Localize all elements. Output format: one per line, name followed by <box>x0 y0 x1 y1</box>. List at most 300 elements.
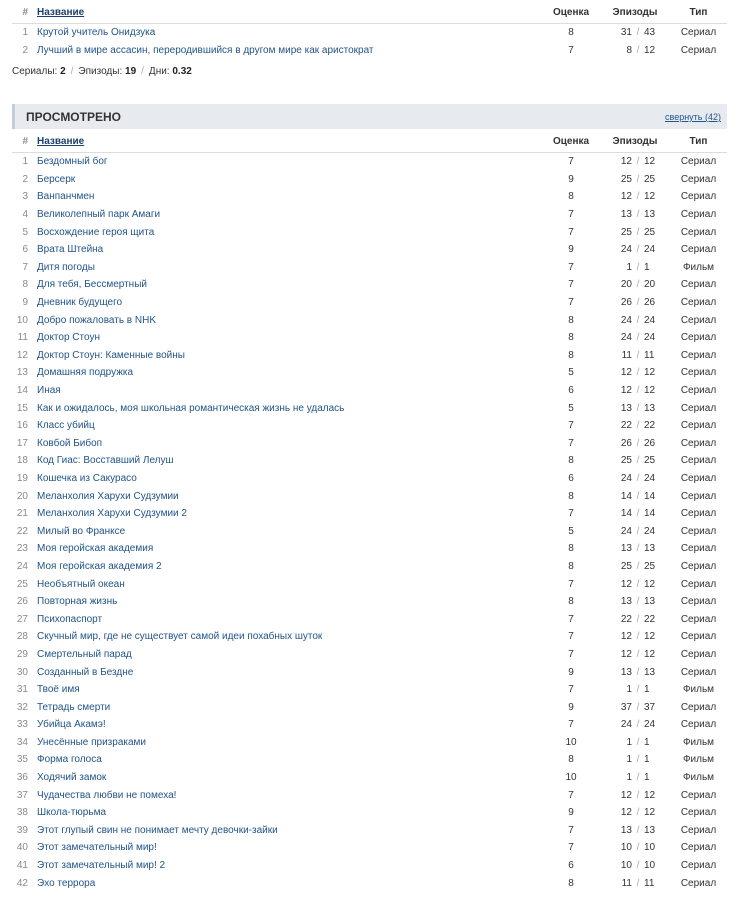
episodes-progress <box>600 279 670 290</box>
score-value: 8 <box>568 560 574 572</box>
episodes-progress <box>600 561 670 572</box>
column-type: Тип <box>689 7 708 18</box>
table-row <box>12 206 727 224</box>
episodes-total: 1 <box>644 754 650 766</box>
score-value: 6 <box>568 860 574 872</box>
episodes-separator: / <box>636 648 640 660</box>
score-value: 6 <box>568 472 574 484</box>
anime-title-link[interactable]: Школа-тюрьма <box>37 807 107 819</box>
type-value: Сериал <box>680 209 717 221</box>
episodes-watched: 14 <box>620 490 632 502</box>
column-episodes: Эпизоды <box>612 136 658 147</box>
anime-title-link[interactable]: Эхо террора <box>37 877 96 889</box>
anime-title-link[interactable]: Дитя погоды <box>37 261 95 273</box>
episodes-watched: 13 <box>620 402 632 414</box>
anime-title-link[interactable]: Унесённые призраками <box>37 736 147 748</box>
row-number: 1 <box>22 156 28 168</box>
episodes-total: 13 <box>644 209 656 221</box>
episodes-watched: 12 <box>620 367 632 379</box>
episodes-separator: / <box>636 860 640 872</box>
type-value: Фильм <box>682 754 715 766</box>
episodes-watched: 1 <box>626 736 632 748</box>
episodes-progress <box>600 385 670 396</box>
episodes-progress <box>600 227 670 238</box>
anime-title-link[interactable]: Ковбой Бибоп <box>37 437 103 449</box>
row-number: 6 <box>22 244 28 256</box>
episodes-progress <box>600 403 670 414</box>
episodes-progress <box>600 438 670 449</box>
table-row <box>12 734 727 752</box>
row-number: 18 <box>16 455 28 467</box>
anime-title-link[interactable]: Ванпанчмен <box>37 191 95 203</box>
episodes-progress <box>600 262 670 273</box>
episodes-watched: 24 <box>620 472 632 484</box>
table-row <box>12 311 727 329</box>
row-number: 39 <box>16 824 28 836</box>
episodes-watched: 1 <box>626 261 632 273</box>
episodes-progress <box>600 790 670 801</box>
episodes-separator: / <box>636 156 640 168</box>
episodes-watched: 12 <box>620 156 632 168</box>
anime-title-link[interactable]: Ходячий замок <box>37 772 107 784</box>
score-value: 8 <box>568 332 574 344</box>
table-row <box>12 223 727 241</box>
episodes-separator: / <box>636 385 640 397</box>
episodes-separator: / <box>636 560 640 572</box>
anime-title-link[interactable]: Иная <box>37 385 61 397</box>
type-value: Сериал <box>680 789 717 801</box>
episodes-total: 43 <box>644 27 656 39</box>
table-row <box>12 276 727 294</box>
row-number: 32 <box>16 701 28 713</box>
anime-title-link[interactable]: Восхождение героя щита <box>37 226 155 238</box>
episodes-progress <box>600 579 670 590</box>
episodes-progress <box>600 614 670 625</box>
episodes-progress <box>600 860 670 871</box>
episodes-watched: 12 <box>620 578 632 590</box>
score-value: 8 <box>568 543 574 555</box>
table-row <box>12 487 727 505</box>
type-value: Сериал <box>680 297 717 309</box>
score-value: 7 <box>568 719 574 731</box>
table-row <box>12 822 727 840</box>
anime-title-link[interactable]: Повторная жизнь <box>37 596 118 608</box>
anime-title-link[interactable]: Твоё имя <box>37 684 80 696</box>
episodes-separator: / <box>636 191 640 203</box>
episodes-watched: 22 <box>620 420 632 432</box>
episodes-watched: 10 <box>620 842 632 854</box>
anime-title-link[interactable]: Этот глупый свин не понимает мечту девочки-зайки <box>37 824 278 836</box>
episodes-progress <box>600 244 670 255</box>
days-label: Дни: <box>148 66 170 77</box>
episodes-total: 12 <box>644 807 656 819</box>
episodes-total: 25 <box>644 173 656 185</box>
anime-title-link[interactable]: Скучный мир, где не существует самой идеи похабных шуток <box>37 631 323 643</box>
episodes-watched: 13 <box>620 596 632 608</box>
episodes-watched: 1 <box>626 754 632 766</box>
table-row <box>12 575 727 593</box>
table-row <box>12 786 727 804</box>
type-value: Сериал <box>680 508 717 520</box>
anime-title-link[interactable]: Кошечка из Сакурасо <box>37 472 137 484</box>
episodes-watched: 26 <box>620 437 632 449</box>
episodes-progress <box>600 772 670 783</box>
anime-title-link[interactable]: Меланхолия Харухи Судзумии <box>37 490 179 502</box>
watching-table <box>12 2 727 59</box>
table-row <box>12 716 727 734</box>
row-number: 25 <box>16 578 28 590</box>
episodes-watched: 12 <box>620 631 632 643</box>
episodes-progress <box>600 491 670 502</box>
type-value: Сериал <box>680 226 717 238</box>
anime-title-link[interactable]: Как и ожидалось, моя школьная романтическая жизнь не удалась <box>37 402 345 414</box>
episodes-separator: / <box>636 684 640 696</box>
table-row <box>12 610 727 628</box>
type-value: Сериал <box>680 560 717 572</box>
row-number: 26 <box>16 596 28 608</box>
type-value: Сериал <box>680 807 717 819</box>
episodes-total: 22 <box>644 613 656 625</box>
episodes-separator: / <box>636 842 640 854</box>
anime-title-link[interactable]: Милый во Франксе <box>37 525 126 537</box>
episodes-separator: / <box>636 332 640 344</box>
row-number: 24 <box>16 560 28 572</box>
score-value: 7 <box>568 261 574 273</box>
episodes-watched: 31 <box>620 27 632 39</box>
row-number: 28 <box>16 631 28 643</box>
anime-title-link[interactable]: Необъятный океан <box>37 578 125 590</box>
score-value: 8 <box>568 455 574 467</box>
score-value: 10 <box>565 736 577 748</box>
series-label: Сериалы: <box>12 66 58 77</box>
table-row <box>12 241 727 259</box>
episodes-separator: / <box>636 27 640 39</box>
score-value: 5 <box>568 525 574 537</box>
episodes-total: 24 <box>644 719 656 731</box>
anime-title-link[interactable]: Бездомный бог <box>37 156 108 168</box>
table-row <box>12 505 727 523</box>
score-value: 7 <box>568 437 574 449</box>
episodes-separator: / <box>636 314 640 326</box>
row-number: 4 <box>22 209 28 221</box>
episodes-watched: 13 <box>620 666 632 678</box>
episodes-watched: 13 <box>620 824 632 836</box>
summary-separator: / <box>141 66 144 77</box>
type-value: Фильм <box>682 261 715 273</box>
row-number: 41 <box>16 860 28 872</box>
episodes-total: 13 <box>644 824 656 836</box>
episodes-progress <box>600 825 670 836</box>
anime-title-link[interactable]: Этот замечательный мир! <box>37 842 157 854</box>
table-row <box>12 153 727 171</box>
episodes-total: 13 <box>644 596 656 608</box>
row-number: 15 <box>16 402 28 414</box>
row-number: 1 <box>22 27 28 39</box>
table-row <box>12 628 727 646</box>
anime-title-link[interactable]: Чудачества любви не помеха! <box>37 789 177 801</box>
column-score: Оценка <box>552 7 590 18</box>
episodes-progress <box>600 719 670 730</box>
row-number: 8 <box>22 279 28 291</box>
episodes-separator: / <box>636 789 640 801</box>
anime-title-link[interactable]: Дневник будущего <box>37 297 123 309</box>
episodes-progress <box>600 807 670 818</box>
collapse-link[interactable]: свернуть (42) <box>665 112 721 122</box>
table-row <box>12 751 727 769</box>
episodes-total: 37 <box>644 701 656 713</box>
anime-title-link[interactable]: Класс убийц <box>37 420 95 432</box>
anime-title-link[interactable]: Берсерк <box>37 173 76 185</box>
table-row <box>12 42 727 60</box>
row-number: 13 <box>16 367 28 379</box>
anime-title-link[interactable]: Код Гиас: Восставший Лелуш <box>37 455 174 467</box>
type-value: Сериал <box>680 525 717 537</box>
episodes-total: 12 <box>644 789 656 801</box>
score-value: 9 <box>568 807 574 819</box>
episodes-total: 12 <box>644 156 656 168</box>
episodes-progress <box>600 420 670 431</box>
column-type: Тип <box>689 136 708 147</box>
row-number: 29 <box>16 648 28 660</box>
type-value: Сериал <box>680 578 717 590</box>
episodes-watched: 37 <box>620 701 632 713</box>
episodes-total: 12 <box>644 648 656 660</box>
type-value: Сериал <box>680 455 717 467</box>
score-value: 7 <box>568 684 574 696</box>
row-number: 3 <box>22 191 28 203</box>
table-row <box>12 399 727 417</box>
episodes-total: 10 <box>644 860 656 872</box>
table-row <box>12 382 727 400</box>
episodes-total: 24 <box>644 472 656 484</box>
anime-title-link[interactable]: Крутой учитель Онидзука <box>37 27 156 39</box>
table-row <box>12 24 727 42</box>
type-value: Сериал <box>680 173 717 185</box>
table-header <box>12 2 727 24</box>
summary-separator: / <box>70 66 74 77</box>
episodes-watched: 12 <box>620 807 632 819</box>
episodes-total: 1 <box>644 261 650 273</box>
type-value: Сериал <box>680 543 717 555</box>
episodes-total: 11 <box>644 877 655 889</box>
episodes-separator: / <box>636 754 640 766</box>
type-value: Сериал <box>680 842 717 854</box>
score-value: 8 <box>568 596 574 608</box>
anime-title-link[interactable]: Форма голоса <box>37 754 102 766</box>
type-value: Сериал <box>680 719 717 731</box>
row-number: 7 <box>22 261 28 273</box>
anime-title-link[interactable]: Доктор Стоун <box>37 332 100 344</box>
episodes-watched: 24 <box>620 332 632 344</box>
episodes-separator: / <box>636 455 640 467</box>
row-number: 36 <box>16 772 28 784</box>
episodes-total: 20 <box>644 279 656 291</box>
score-value: 7 <box>568 613 574 625</box>
episodes-total: 24 <box>644 332 656 344</box>
type-value: Сериал <box>680 420 717 432</box>
score-value: 7 <box>568 824 574 836</box>
episodes-watched: 24 <box>620 525 632 537</box>
type-value: Сериал <box>680 385 717 397</box>
episodes-watched: 1 <box>626 772 632 784</box>
episodes-watched: 25 <box>620 226 632 238</box>
episodes-progress <box>600 543 670 554</box>
episodes-watched: 8 <box>626 44 632 56</box>
anime-title-link[interactable]: Этот замечательный мир! 2 <box>37 860 166 872</box>
anime-title-link[interactable]: Меланхолия Харухи Судзумии 2 <box>37 508 187 520</box>
score-value: 8 <box>568 27 574 39</box>
episodes-total: 1 <box>644 684 650 696</box>
episodes-progress <box>600 667 670 678</box>
episodes-separator: / <box>636 525 640 537</box>
episodes-watched: 11 <box>621 349 632 361</box>
section-title: ПРОСМОТРЕНО <box>26 110 121 124</box>
episodes-total: 26 <box>644 437 656 449</box>
episodes-watched: 10 <box>620 860 632 872</box>
episodes-progress <box>600 350 670 361</box>
type-value: Фильм <box>682 684 715 696</box>
score-value: 8 <box>568 754 574 766</box>
episodes-separator: / <box>636 543 640 555</box>
anime-title-link[interactable]: Великолепный парк Амаги <box>37 209 161 221</box>
episodes-total: 26 <box>644 297 656 309</box>
episodes-watched: 24 <box>620 244 632 256</box>
score-value: 8 <box>568 191 574 203</box>
table-row <box>12 593 727 611</box>
sort-by-name-link[interactable]: Название <box>37 7 85 18</box>
episodes-separator: / <box>636 701 640 713</box>
table-row <box>12 839 727 857</box>
episodes-separator: / <box>636 666 640 678</box>
episodes-total: 1 <box>644 772 650 784</box>
anime-title-link[interactable]: Добро пожаловать в NHK <box>37 314 157 326</box>
row-number: 14 <box>16 385 28 397</box>
row-number: 35 <box>16 754 28 766</box>
table-row <box>12 329 727 347</box>
episodes-progress <box>600 649 670 660</box>
anime-title-link[interactable]: Созданный в Бездне <box>37 666 134 678</box>
episodes-label: Эпизоды: <box>78 66 123 77</box>
column-episodes: Эпизоды <box>612 7 658 18</box>
score-value: 7 <box>568 209 574 221</box>
episodes-total: 25 <box>644 226 656 238</box>
type-value: Сериал <box>680 824 717 836</box>
anime-title-link[interactable]: Убийца Акамэ! <box>37 719 106 731</box>
type-value: Сериал <box>680 191 717 203</box>
row-number: 27 <box>16 613 28 625</box>
row-number: 40 <box>16 842 28 854</box>
days-value: 0.32 <box>172 66 192 77</box>
row-number: 2 <box>22 173 28 185</box>
row-number: 2 <box>22 44 28 56</box>
table-row <box>12 874 727 892</box>
table-row <box>12 804 727 822</box>
type-value: Сериал <box>680 701 717 713</box>
score-value: 7 <box>568 578 574 590</box>
episodes-progress <box>600 209 670 220</box>
type-value: Сериал <box>680 613 717 625</box>
type-value: Сериал <box>680 877 717 889</box>
episodes-separator: / <box>636 772 640 784</box>
series-value: 2 <box>60 66 66 77</box>
episodes-separator: / <box>636 209 640 221</box>
score-value: 7 <box>568 842 574 854</box>
score-value: 8 <box>568 490 574 502</box>
anime-title-link[interactable]: Доктор Стоун: Каменные войны <box>37 349 185 361</box>
score-value: 8 <box>568 877 574 889</box>
table-row <box>12 435 727 453</box>
episodes-separator: / <box>636 877 640 889</box>
type-value: Сериал <box>680 648 717 660</box>
column-num: # <box>22 7 28 18</box>
episodes-watched: 13 <box>620 543 632 555</box>
table-row <box>12 188 727 206</box>
score-value: 7 <box>568 420 574 432</box>
table-row <box>12 769 727 787</box>
score-value: 5 <box>568 367 574 379</box>
episodes-watched: 24 <box>620 719 632 731</box>
episodes-watched: 25 <box>620 560 632 572</box>
anime-title-link[interactable]: Моя геройская академия <box>37 543 154 555</box>
anime-title-link[interactable]: Для тебя, Бессмертный <box>37 279 147 291</box>
score-value: 9 <box>568 701 574 713</box>
episodes-separator: / <box>636 367 640 379</box>
column-num: # <box>22 136 28 147</box>
anime-title-link[interactable]: Психопаспорт <box>37 613 103 625</box>
episodes-progress <box>600 842 670 853</box>
completed-section-header <box>12 104 727 129</box>
table-row <box>12 294 727 312</box>
type-value: Сериал <box>680 349 717 361</box>
episodes-separator: / <box>636 472 640 484</box>
episodes-separator: / <box>636 613 640 625</box>
row-number: 37 <box>16 789 28 801</box>
anime-title-link[interactable]: Врата Штейна <box>37 244 104 256</box>
type-value: Сериал <box>680 156 717 168</box>
column-score: Оценка <box>552 136 590 147</box>
episodes-progress <box>600 508 670 519</box>
anime-title-link[interactable]: Моя геройская академия 2 <box>37 560 162 572</box>
table-row <box>12 347 727 365</box>
episodes-separator: / <box>636 297 640 309</box>
episodes-progress <box>600 473 670 484</box>
episodes-total: 12 <box>644 578 656 590</box>
score-value: 7 <box>568 508 574 520</box>
episodes-total: 22 <box>644 420 656 432</box>
score-value: 7 <box>568 279 574 291</box>
episodes-progress <box>600 878 670 889</box>
completed-rows <box>12 153 727 892</box>
row-number: 11 <box>17 332 28 344</box>
episodes-separator: / <box>636 578 640 590</box>
row-number: 38 <box>16 807 28 819</box>
episodes-total: 24 <box>644 314 656 326</box>
table-row <box>12 646 727 664</box>
sort-by-name-link[interactable]: Название <box>37 136 85 147</box>
table-row <box>12 171 727 189</box>
row-number: 33 <box>16 719 28 731</box>
type-value: Сериал <box>680 332 717 344</box>
episodes-separator: / <box>636 807 640 819</box>
table-row <box>12 698 727 716</box>
anime-title-link[interactable]: Смертельный парад <box>37 648 132 660</box>
row-number: 20 <box>16 490 28 502</box>
anime-title-link[interactable]: Домашняя подружка <box>37 367 134 379</box>
episodes-watched: 20 <box>620 279 632 291</box>
anime-title-link[interactable]: Лучший в мире ассасин, переродившийся в другом мире как аристократ <box>37 44 374 56</box>
score-value: 9 <box>568 173 574 185</box>
anime-title-link[interactable]: Тетрадь смерти <box>37 701 111 713</box>
